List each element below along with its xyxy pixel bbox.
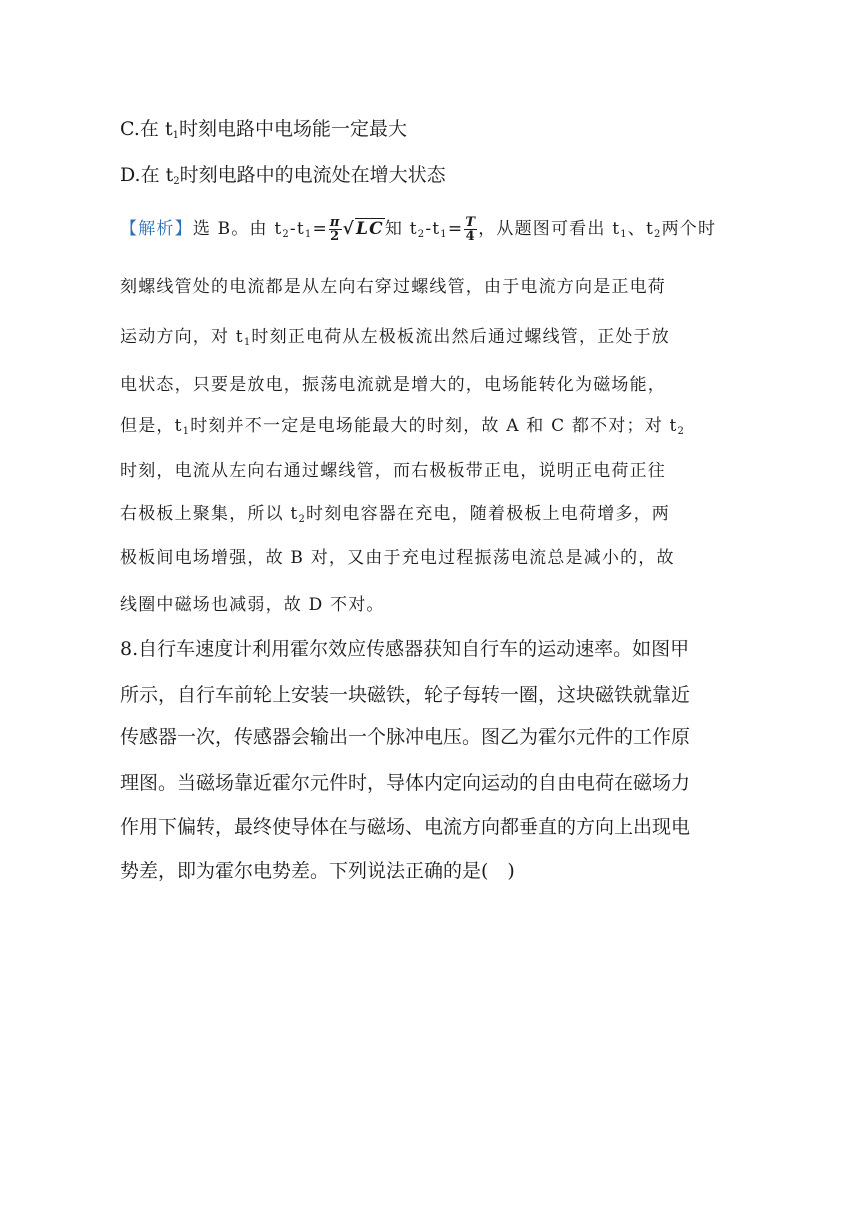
subscript: 1 (304, 229, 313, 240)
analysis-text: 、t (627, 219, 655, 239)
option-c-text: C.在 t (120, 118, 173, 140)
t-over-four-fraction (464, 216, 477, 243)
analysis-line-9: 线圈中磁场也减弱，故 D 不对。 (120, 595, 385, 615)
analysis-line-4: 电状态，只要是放电，振荡电流就是增大的，电场能转化为磁场能， (120, 375, 666, 395)
analysis-text: 知 t (384, 219, 418, 239)
question-8-line-1: 8.自行车速度计利用霍尔效应传感器获知自行车的运动速率。如图甲 (120, 638, 690, 660)
radicand: LC (356, 219, 384, 239)
pi-over-two-fraction (329, 216, 342, 243)
subscript: 2 (173, 176, 180, 187)
analysis-line-2: 刻螺线管处的电流都是从左向右穿过螺线管，由于电流方向是正电荷 (120, 277, 666, 297)
analysis-text: 两个时 (661, 219, 717, 239)
analysis-text: 右极板上聚集，所以 t (120, 504, 299, 524)
option-c (120, 114, 407, 141)
subscript: 2 (417, 229, 426, 240)
subscript: 2 (298, 514, 306, 525)
analysis-text: 时刻并不一定是电场能最大的时刻，故 A 和 C 都不对；对 t (190, 416, 678, 436)
question-8-line-3: 传感器一次，传感器会输出一个脉冲电压。图乙为霍尔元件的工作原 (120, 726, 691, 748)
analysis-text: 时刻正电荷从左极板流出然后通过螺线管，正处于放 (251, 327, 671, 347)
option-d (120, 160, 446, 187)
analysis-tag: 【解析】 (120, 219, 193, 239)
fraction-denominator: 2 (330, 229, 341, 244)
subscript: 2 (654, 229, 662, 240)
analysis-text: 选 B。由 t (192, 219, 283, 239)
equals-sign: = (447, 219, 464, 239)
subscript: 1 (620, 229, 628, 240)
fraction-numerator: T (465, 215, 477, 230)
option-d-text: D.在 t (120, 164, 174, 186)
sqrt-lc (343, 218, 385, 239)
question-8-line-4: 理图。当磁场靠近霍尔元件时，导体内定向运动的自由电荷在磁场力 (120, 772, 691, 794)
fraction-denominator: 4 (465, 229, 476, 244)
analysis-line-7 (120, 499, 670, 525)
analysis-text: -t (289, 219, 305, 239)
equals-sign: = (312, 219, 328, 239)
analysis-text: -t (425, 219, 441, 239)
subscript: 1 (172, 130, 179, 141)
analysis-line-3 (120, 322, 670, 348)
question-8-line-6: 势差，即为霍尔电势差。下列说法正确的是( ) (120, 860, 515, 882)
analysis-line-8: 极板间电场增强，故 B 对，又由于充电过程振荡电流总是减小的，故 (120, 548, 675, 568)
analysis-line-5 (120, 411, 685, 437)
analysis-text: 但是，t (120, 416, 183, 436)
analysis-line-1 (120, 214, 716, 243)
analysis-text: 运动方向，对 t (120, 327, 244, 347)
subscript: 2 (677, 426, 686, 437)
analysis-line-6: 时刻，电流从左向右通过螺线管，而右极板带正电，说明正电荷正往 (120, 461, 666, 481)
question-8-line-2: 所示，自行车前轮上安装一块磁铁，轮子每转一圈，这块磁铁就靠近 (120, 684, 691, 706)
sqrt-symbol: √ (342, 219, 356, 239)
option-d-text: 时刻电路中的电流处在增大状态 (179, 164, 446, 186)
analysis-text: ，从题图可看出 t (478, 219, 621, 239)
question-8-line-5: 作用下偏转，最终使导体在与磁场、电流方向都垂直的方向上出现电 (120, 816, 691, 838)
analysis-text: 时刻电容器在充电，随着极板上电荷增多，两 (306, 504, 670, 524)
subscript: 1 (440, 229, 448, 240)
fraction-numerator: π (329, 215, 341, 230)
subscript: 2 (282, 229, 290, 240)
subscript: 1 (243, 337, 252, 348)
subscript: 1 (182, 426, 191, 437)
option-c-text: 时刻电路中电场能一定最大 (178, 118, 407, 140)
